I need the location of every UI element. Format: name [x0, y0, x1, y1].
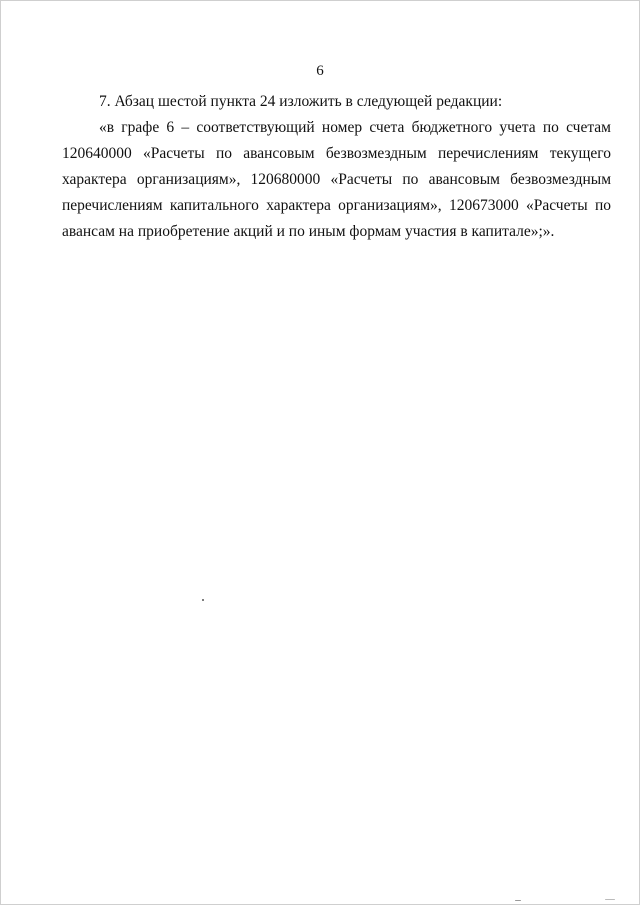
amendment-text-line: характера организациям», 120680000 «Расчеты по авансовым безвозмездным — [62, 171, 611, 188]
amendment-text-line: перечислениям капитального характера организациям», 120673000 «Расчеты по — [62, 197, 611, 214]
scan-speck — [605, 899, 615, 900]
scan-speck — [202, 599, 204, 601]
amendment-text-line: «в графе 6 – соответствующий номер счета бюджетного учета по счетам — [99, 119, 611, 136]
amendment-item-heading: 7. Абзац шестой пункта 24 изложить в следующей редакции: — [99, 93, 503, 110]
amendment-text-line: 120640000 «Расчеты по авансовым безвозмездным перечислениям текущего — [62, 145, 611, 162]
scan-speck — [515, 900, 521, 901]
page-number: 6 — [316, 63, 324, 79]
amendment-text — [62, 117, 611, 247]
amendment-text-line: авансам на приобретение акций и по иным формам участия в капитале»;». — [62, 223, 555, 240]
